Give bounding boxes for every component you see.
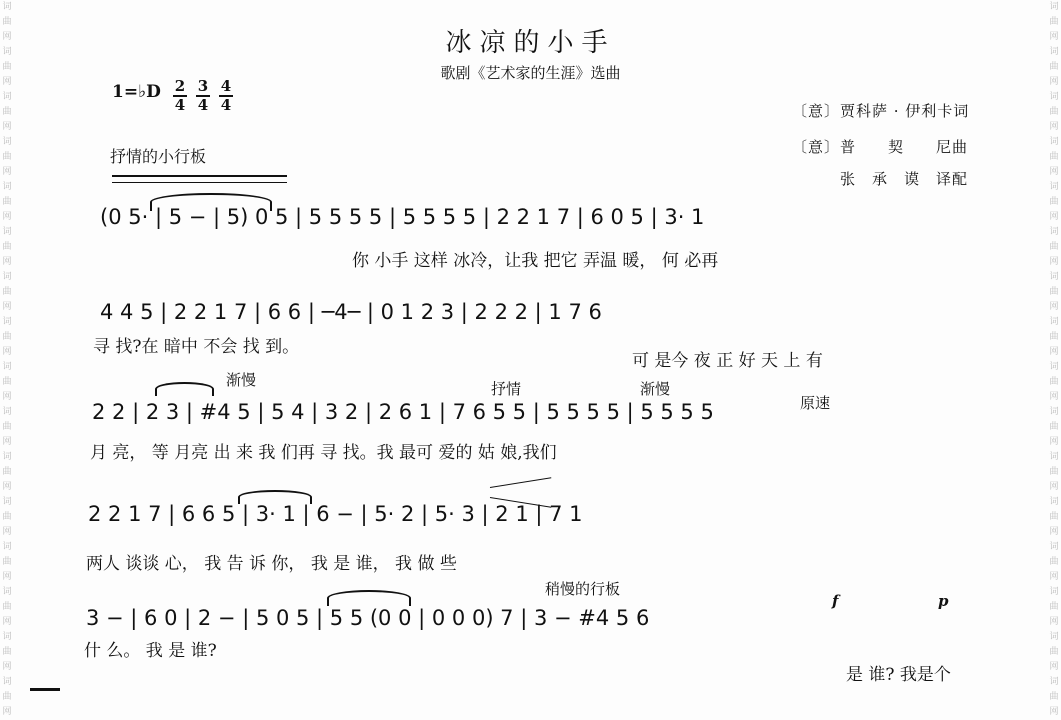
watermark-glyph: 词 bbox=[2, 47, 12, 57]
time-signature-2-4: 2 4 bbox=[174, 77, 186, 114]
watermark-glyph: 曲 bbox=[1049, 332, 1059, 342]
watermark-glyph: 词 bbox=[2, 317, 12, 327]
time-signature-4-4: 4 4 bbox=[220, 77, 232, 114]
watermark-glyph: 网 bbox=[1049, 212, 1059, 222]
watermark-glyph: 词 bbox=[1049, 362, 1059, 372]
watermark-glyph: 词 bbox=[2, 362, 12, 372]
lyrics-row-2b: 可 是今 夜 正 好 天 上 有 bbox=[632, 351, 823, 371]
watermark-glyph: 词 bbox=[2, 677, 12, 687]
mark-rit-1: 渐慢 bbox=[226, 371, 257, 389]
watermark-glyph: 曲 bbox=[1049, 152, 1059, 162]
scan-mark bbox=[30, 688, 60, 691]
watermark-glyph: 曲 bbox=[1049, 242, 1059, 252]
watermark-glyph: 网 bbox=[1049, 572, 1059, 582]
watermark-glyph: 词 bbox=[1049, 272, 1059, 282]
watermark-glyph: 曲 bbox=[2, 692, 12, 702]
watermark-glyph: 网 bbox=[2, 32, 12, 42]
watermark-glyph: 网 bbox=[2, 572, 12, 582]
mark-piano: p bbox=[938, 592, 949, 610]
watermark-glyph: 曲 bbox=[2, 62, 12, 72]
mark-expressive: 抒情 bbox=[491, 380, 522, 398]
watermark-glyph: 词 bbox=[1049, 227, 1059, 237]
lyrics-row-1: 你 小手 这样 冰冷，让我 把它 弄温 暖， 何 必再 bbox=[352, 251, 719, 271]
watermark-glyph: 网 bbox=[2, 662, 12, 672]
watermark-glyph: 词 bbox=[2, 137, 12, 147]
watermark-glyph: 曲 bbox=[2, 647, 12, 657]
watermark-glyph: 曲 bbox=[1049, 422, 1059, 432]
watermark-glyph: 词 bbox=[1049, 632, 1059, 642]
watermark-glyph: 词 bbox=[1049, 497, 1059, 507]
watermark-glyph: 网 bbox=[1049, 77, 1059, 87]
lyrics-row-5b: 是 谁? 我是个 bbox=[846, 665, 951, 685]
watermark-glyph: 网 bbox=[2, 437, 12, 447]
watermark-glyph: 网 bbox=[1049, 167, 1059, 177]
watermark-glyph: 曲 bbox=[1049, 107, 1059, 117]
notation-row-2: 4 4 5 | 2 2 1 7 | 6 6 | ─4─ | 0 1 2 3 | 2 2 2 | 1 7 6 bbox=[100, 300, 602, 324]
song-subtitle: 歌剧《艺术家的生涯》选曲 bbox=[440, 64, 621, 82]
watermark-glyph: 曲 bbox=[1049, 602, 1059, 612]
watermark-glyph: 曲 bbox=[1049, 17, 1059, 27]
watermark-glyph: 词 bbox=[1049, 47, 1059, 57]
mark-a-tempo: 原速 bbox=[800, 394, 831, 412]
watermark-left bbox=[0, 0, 14, 720]
watermark-glyph: 词 bbox=[2, 587, 12, 597]
watermark-glyph: 网 bbox=[2, 212, 12, 222]
watermark-glyph: 词 bbox=[2, 407, 12, 417]
mark-rit-2: 渐慢 bbox=[640, 380, 671, 398]
watermark-glyph: 曲 bbox=[1049, 197, 1059, 207]
slur-intro bbox=[150, 193, 272, 211]
watermark-glyph: 曲 bbox=[2, 512, 12, 522]
watermark-glyph: 词 bbox=[2, 2, 12, 12]
watermark-glyph: 网 bbox=[2, 302, 12, 312]
watermark-glyph: 网 bbox=[2, 167, 12, 177]
watermark-glyph: 曲 bbox=[2, 107, 12, 117]
notation-row-1: (0 5· | 5 − | 5) 0 5 | 5 5 5 5 | 5 5 5 5 | 2 2 1 7 | 6 0 5 | 3· 1 bbox=[100, 205, 705, 229]
watermark-glyph: 曲 bbox=[2, 17, 12, 27]
lyrics-row-3: 月 亮， 等 月亮 出 来 我 们再 寻 找。我 最可 爱的 姑 娘,我们 bbox=[90, 443, 557, 463]
watermark-glyph: 词 bbox=[2, 497, 12, 507]
watermark-glyph: 网 bbox=[2, 707, 12, 717]
watermark-glyph: 曲 bbox=[2, 557, 12, 567]
watermark-glyph: 曲 bbox=[2, 422, 12, 432]
watermark-glyph: 网 bbox=[1049, 347, 1059, 357]
watermark-glyph: 曲 bbox=[1049, 647, 1059, 657]
watermark-right bbox=[1047, 0, 1061, 720]
watermark-glyph: 曲 bbox=[1049, 692, 1059, 702]
watermark-glyph: 曲 bbox=[1049, 62, 1059, 72]
watermark-glyph: 词 bbox=[1049, 452, 1059, 462]
watermark-glyph: 词 bbox=[1049, 317, 1059, 327]
watermark-glyph: 网 bbox=[2, 347, 12, 357]
notation-row-5: 3 − | 6 0 | 2 − | 5 0 5 | 5 5 (0 0 | 0 0 0) 7 | 3 − #4 5 6 bbox=[86, 606, 650, 630]
watermark-glyph: 曲 bbox=[1049, 377, 1059, 387]
watermark-glyph: 曲 bbox=[2, 602, 12, 612]
watermark-glyph: 词 bbox=[1049, 677, 1059, 687]
watermark-glyph: 曲 bbox=[1049, 557, 1059, 567]
watermark-glyph: 网 bbox=[2, 527, 12, 537]
watermark-glyph: 曲 bbox=[1049, 467, 1059, 477]
watermark-glyph: 词 bbox=[2, 182, 12, 192]
credit-lyricist: 〔意〕贾科萨 · 伊利卡词 bbox=[792, 102, 970, 120]
watermark-glyph: 网 bbox=[2, 122, 12, 132]
watermark-glyph: 词 bbox=[2, 227, 12, 237]
watermark-glyph: 网 bbox=[1049, 302, 1059, 312]
watermark-glyph: 网 bbox=[1049, 707, 1059, 717]
watermark-glyph: 网 bbox=[1049, 257, 1059, 267]
watermark-glyph: 词 bbox=[1049, 407, 1059, 417]
tempo-marking: 抒情的小行板 bbox=[110, 147, 207, 166]
tempo-underline bbox=[112, 175, 287, 177]
watermark-glyph: 词 bbox=[1049, 182, 1059, 192]
mark-forte: f bbox=[832, 592, 839, 610]
watermark-glyph: 网 bbox=[1049, 662, 1059, 672]
watermark-glyph: 网 bbox=[1049, 617, 1059, 627]
watermark-glyph: 网 bbox=[2, 77, 12, 87]
watermark-glyph: 词 bbox=[2, 452, 12, 462]
watermark-glyph: 曲 bbox=[2, 377, 12, 387]
lyrics-row-5a: 什 么。 我 是 谁? bbox=[84, 641, 217, 661]
watermark-glyph: 词 bbox=[1049, 542, 1059, 552]
watermark-glyph: 曲 bbox=[2, 467, 12, 477]
watermark-glyph: 曲 bbox=[2, 197, 12, 207]
watermark-glyph: 词 bbox=[1049, 137, 1059, 147]
watermark-glyph: 网 bbox=[1049, 392, 1059, 402]
watermark-glyph: 曲 bbox=[2, 287, 12, 297]
song-title: 冰凉的小手 bbox=[445, 28, 616, 58]
credit-translator: 张 承 谟 译配 bbox=[840, 170, 969, 188]
notation-row-4: 2 2 1 7 | 6 6 5 | 3· 1 | 6 − | 5· 2 | 5· 3 | 2 1 | 7 1 bbox=[88, 502, 583, 526]
watermark-glyph: 曲 bbox=[2, 242, 12, 252]
lyrics-row-2a: 寻 找?在 暗中 不会 找 到。 bbox=[93, 337, 300, 357]
slur-row3 bbox=[155, 382, 214, 396]
watermark-glyph: 词 bbox=[1049, 587, 1059, 597]
watermark-glyph: 网 bbox=[1049, 32, 1059, 42]
watermark-glyph: 网 bbox=[2, 392, 12, 402]
watermark-glyph: 曲 bbox=[1049, 287, 1059, 297]
watermark-glyph: 曲 bbox=[2, 332, 12, 342]
watermark-glyph: 词 bbox=[1049, 92, 1059, 102]
watermark-glyph: 网 bbox=[1049, 122, 1059, 132]
watermark-glyph: 词 bbox=[1049, 2, 1059, 12]
watermark-glyph: 曲 bbox=[1049, 512, 1059, 522]
watermark-glyph: 网 bbox=[2, 257, 12, 267]
watermark-glyph: 网 bbox=[1049, 482, 1059, 492]
tempo-underline-2 bbox=[112, 182, 287, 183]
watermark-glyph: 网 bbox=[1049, 527, 1059, 537]
watermark-glyph: 网 bbox=[1049, 437, 1059, 447]
watermark-glyph: 词 bbox=[2, 542, 12, 552]
credit-composer: 〔意〕普 契 尼曲 bbox=[792, 138, 969, 156]
watermark-glyph: 曲 bbox=[2, 152, 12, 162]
watermark-glyph: 网 bbox=[2, 482, 12, 492]
watermark-glyph: 词 bbox=[2, 272, 12, 282]
watermark-glyph: 词 bbox=[2, 632, 12, 642]
slur-row5 bbox=[327, 590, 411, 606]
watermark-glyph: 词 bbox=[2, 92, 12, 102]
key-signature: 1=♭D bbox=[112, 82, 161, 102]
notation-row-3: 2 2 | 2 3 | #4 5 | 5 4 | 3 2 | 2 6 1 | 7 6 5 5 | 5 5 5 5 | 5 5 5 5 bbox=[92, 400, 714, 424]
crescendo-upper bbox=[490, 477, 551, 488]
lyrics-row-4: 两人 谈谈 心， 我 告 诉 你， 我 是 谁， 我 做 些 bbox=[86, 554, 457, 574]
watermark-glyph: 网 bbox=[2, 617, 12, 627]
time-signature-3-4: 3 4 bbox=[197, 77, 209, 114]
mark-slower-andante: 稍慢的行板 bbox=[545, 580, 621, 598]
